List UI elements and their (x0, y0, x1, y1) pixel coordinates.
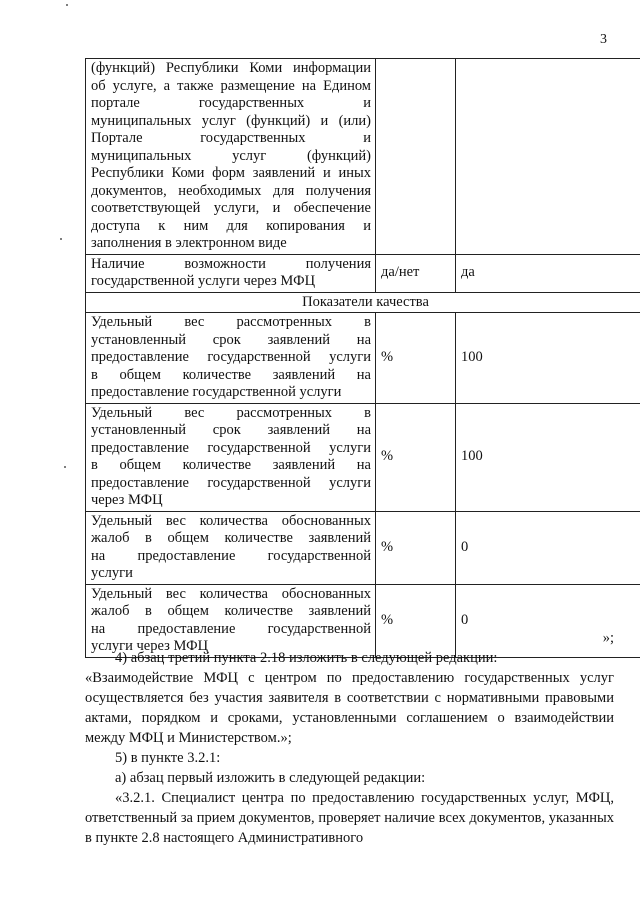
scan-speck (66, 4, 68, 6)
description-line: Портале государственных и (91, 130, 371, 146)
table-row (86, 59, 640, 255)
description-line: заполнения в электронном виде (91, 235, 287, 251)
paragraph: «Взаимодействие МФЦ с центром по предоставлению государственных услуг осуществляется без участия заявителя в соответствии с нормативными правовыми актами, порядком и сроками, установленными соглашением о взаимодействии между МФЦ и Министерством.»; (85, 670, 614, 746)
description-line: портале государственных и (91, 95, 371, 111)
indicator-unit: % (376, 511, 456, 584)
quote-close: »; (602, 630, 614, 646)
indicator-description (86, 511, 376, 584)
description-line: услуги через МФЦ (91, 638, 209, 654)
description-line: Удельный вес рассмотренных в (91, 404, 371, 421)
scan-speck (64, 466, 66, 468)
indicator-unit: % (376, 403, 456, 511)
description-line: в общем количестве заявлений на (91, 457, 371, 473)
description-line: в общем количестве заявлений на (91, 366, 371, 383)
table-row (86, 313, 640, 404)
indicator-description (86, 59, 376, 255)
description-line: Удельный вес рассмотренных в (91, 314, 371, 330)
description-line: установленный срок заявлений на (91, 331, 371, 348)
indicator-value: да (456, 254, 640, 292)
indicator-value (456, 59, 640, 255)
description-line: доступа к ним для копирования и (91, 217, 371, 234)
table-section-row (86, 292, 640, 313)
description-line: Удельный вес количества обоснованных (91, 512, 371, 529)
description-line: на предоставление государственной (91, 620, 371, 637)
indicator-value: 0 (456, 511, 640, 584)
indicator-description (86, 313, 376, 404)
table-row (86, 254, 640, 292)
description-line: документов, необходимых для получения (91, 182, 371, 199)
indicator-unit: % (376, 584, 456, 657)
page-number: 3 (600, 32, 607, 47)
description-line: через МФЦ (91, 492, 163, 508)
description-line: (функций) Республики Коми информации (91, 60, 371, 76)
description-line: предоставление государственной услуги (91, 474, 371, 491)
description-line: об услуге, а также размещение на Едином (91, 77, 371, 94)
description-line: Наличие возможности получения (91, 255, 371, 272)
indicator-description (86, 403, 376, 511)
indicator-unit: % (376, 313, 456, 404)
description-line: установленный срок заявлений на (91, 422, 371, 438)
document-body (85, 628, 614, 848)
section-header: Показатели качества (86, 292, 640, 313)
paragraph: 5) в пункте 3.2.1: (115, 750, 221, 766)
description-line: Республики Коми форм заявлений и иных (91, 165, 371, 181)
description-line: Удельный вес количества обоснованных (91, 585, 371, 602)
indicator-value: 100 (456, 403, 640, 511)
table-row (86, 403, 640, 511)
table-row (86, 511, 640, 584)
description-line: жалоб в общем количестве заявлений (91, 530, 371, 546)
indicator-value: 100 (456, 313, 640, 404)
paragraph: «3.2.1. Специалист центра по предоставлению государственных услуг, МФЦ, ответственный за прием документов, проверяет наличие всех документов, указанных в пункте 2.8 настоящего Административного (85, 790, 614, 846)
scan-speck (60, 238, 62, 240)
paragraph: 4) абзац третий пункта 2.18 изложить в следующей редакции: (115, 650, 498, 666)
description-line: жалоб в общем количестве заявлений (91, 603, 371, 619)
description-line: соответствующей услуги, и обеспечение (91, 200, 371, 216)
description-line: на предоставление государственной (91, 547, 371, 564)
description-line: предоставление государственной услуги (91, 384, 342, 400)
indicator-description (86, 254, 376, 292)
paragraph: а) абзац первый изложить в следующей редакции: (115, 770, 426, 786)
description-line: предоставление государственной услуги (91, 349, 371, 365)
indicator-unit (376, 59, 456, 255)
indicators-table (85, 58, 640, 658)
description-line: предоставление государственной услуги (91, 439, 371, 456)
description-line: государственной услуги через МФЦ (91, 273, 316, 289)
indicator-value: 0 (456, 584, 640, 657)
description-line: муниципальных услуг (функций) и (или) (91, 112, 371, 129)
description-line: муниципальных услуг (функций) (91, 147, 371, 164)
description-line: услуги (91, 565, 133, 581)
indicator-unit: да/нет (376, 254, 456, 292)
